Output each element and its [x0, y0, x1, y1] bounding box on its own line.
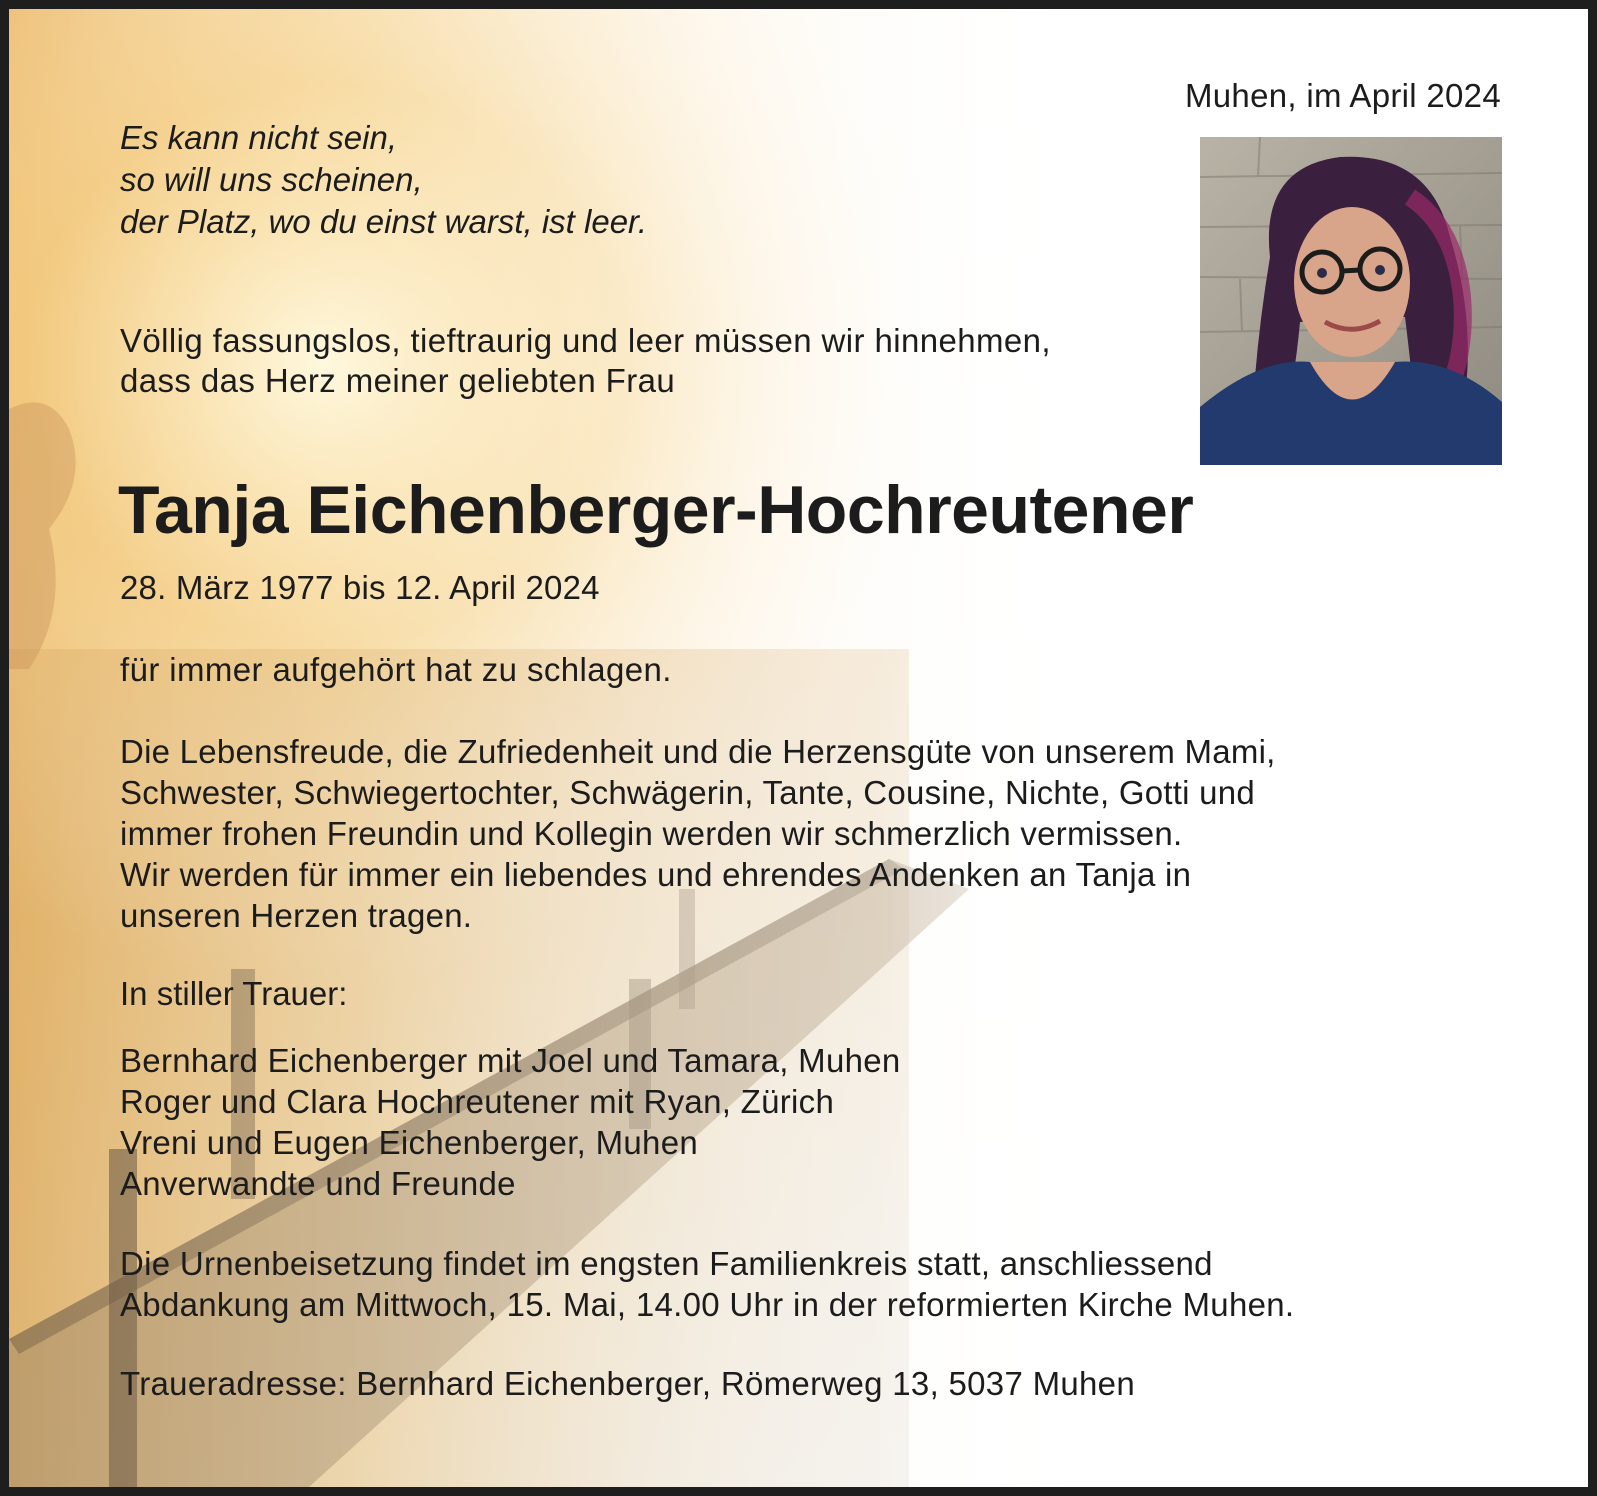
mourner-item: Bernhard Eichenberger mit Joel und Tamara, Muhen	[120, 1042, 901, 1079]
mourning-label: In stiller Trauer:	[120, 975, 348, 1012]
tribute-line: unseren Herzen tragen.	[120, 897, 473, 934]
service-line: Die Urnenbeisetzung findet im engsten Familienkreis statt, anschliessend	[120, 1245, 1213, 1282]
mourners-list	[120, 1040, 901, 1204]
portrait-photo	[1200, 137, 1502, 465]
tribute-line: Die Lebensfreude, die Zufriedenheit und die Herzensgüte von unserem Mami,	[120, 733, 1276, 770]
service-line: Abdankung am Mittwoch, 15. Mai, 14.00 Uhr in der reformierten Kirche Muhen.	[120, 1286, 1295, 1323]
poem-line: der Platz, wo du einst warst, ist leer.	[120, 203, 647, 240]
intro-line: dass das Herz meiner geliebten Frau	[120, 362, 676, 399]
deceased-name: Tanja Eichenberger-Hochreutener	[118, 472, 1194, 548]
tribute-text	[120, 731, 1276, 936]
poem-line: so will uns scheinen,	[120, 161, 423, 198]
intro-text	[120, 321, 1051, 401]
tribute-line: Schwester, Schwiegertochter, Schwägerin, Tante, Cousine, Nichte, Gotti und	[120, 774, 1255, 811]
mourner-item: Vreni und Eugen Eichenberger, Muhen	[120, 1124, 699, 1161]
place-date: Muhen, im April 2024	[1184, 77, 1501, 114]
mourning-address: Traueradresse: Bernhard Eichenberger, Römerweg 13, 5037 Muhen	[120, 1365, 1135, 1402]
mourner-item: Anverwandte und Freunde	[120, 1165, 516, 1202]
ceased-text: für immer aufgehört hat zu schlagen.	[120, 651, 672, 688]
intro-line: Völlig fassungslos, tieftraurig und leer müssen wir hinnehmen,	[120, 322, 1051, 359]
poem	[120, 117, 647, 243]
life-dates: 28. März 1977 bis 12. April 2024	[120, 569, 600, 606]
poem-line: Es kann nicht sein,	[120, 119, 397, 156]
tribute-line: Wir werden für immer ein liebendes und ehrendes Andenken an Tanja in	[120, 856, 1192, 893]
tribute-line: immer frohen Freundin und Kollegin werden wir schmerzlich vermissen.	[120, 815, 1183, 852]
mourner-item: Roger und Clara Hochreutener mit Ryan, Zürich	[120, 1083, 835, 1120]
service-info	[120, 1243, 1294, 1325]
